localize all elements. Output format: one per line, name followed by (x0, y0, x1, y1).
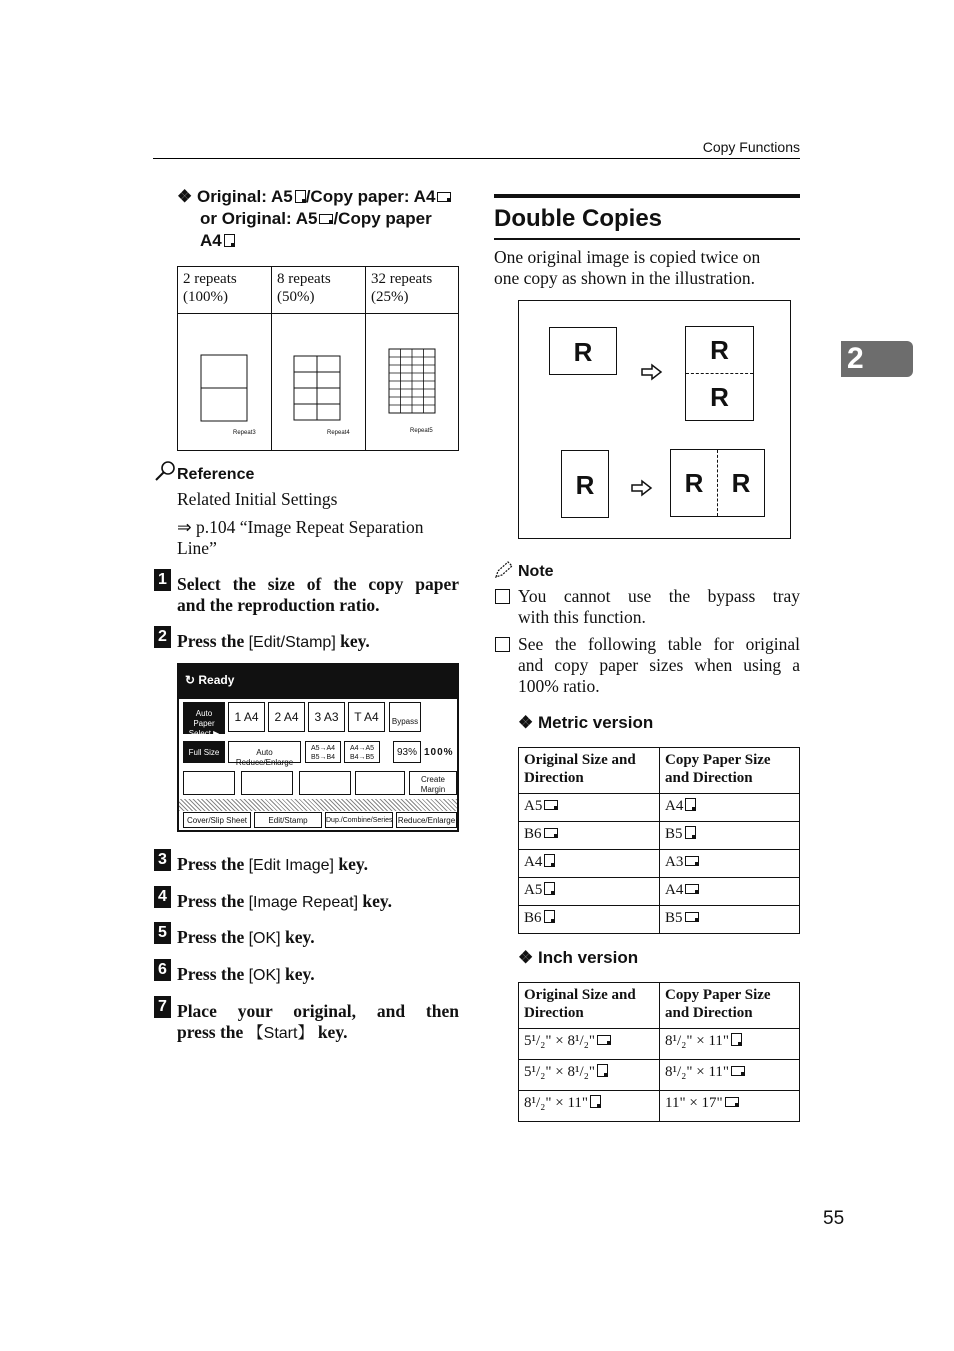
step-text: Press the [OK] key. (177, 964, 315, 984)
table-row: A5 A4 (519, 794, 800, 822)
tray-2-button[interactable]: 2 A4 (268, 702, 305, 732)
tab-cover-slip-sheet[interactable]: Cover/Slip Sheet (183, 812, 251, 828)
step-text: Place your original, and then press the 【Start】 key. (177, 1001, 459, 1042)
bypass-button[interactable]: Bypass (389, 702, 421, 732)
tab-dup-combine-series[interactable]: Dup./Combine/Series (325, 812, 393, 828)
key-label: [Image Repeat] (248, 894, 359, 911)
checkbox-icon (495, 637, 510, 652)
reference-title: Reference (177, 466, 255, 483)
header-rule (153, 158, 800, 159)
inch-title: ❖ Inch version (518, 948, 639, 967)
key-label: [Edit/Stamp] (248, 634, 336, 651)
portrait-orientation-icon (731, 1033, 742, 1046)
original-copy-subheading: ❖ Original: A5 /Copy paper: A4 or Original: A5 /Copy paper A4 (177, 186, 467, 252)
key-label: [OK] (248, 930, 281, 947)
portrait-orientation-icon (224, 234, 235, 247)
step-text: Press the [Edit Image] key. (177, 854, 369, 874)
portrait-orientation-icon (295, 190, 306, 203)
portrait-orientation-icon (590, 1095, 601, 1108)
step-number: 2 (154, 626, 171, 648)
pattern-separator (179, 799, 457, 811)
landscape-orientation-icon (544, 828, 558, 838)
column-header: Copy Paper Size and Direction (660, 748, 800, 794)
arrow-right-icon (641, 363, 663, 381)
step-text: Press the [OK] key. (177, 927, 315, 947)
intro-text: One original image is copied twice on one copy as shown in the illustration. (494, 247, 761, 288)
column-header: Original Size and Direction (519, 983, 660, 1029)
ratio-display: 100% (424, 747, 454, 758)
repeat-illustration-2: Repeat3 (178, 314, 272, 451)
step-text: Select the size of the copy paper and the reproduction ratio. (177, 574, 459, 615)
landscape-orientation-icon (319, 214, 333, 224)
step-number: 7 (154, 996, 171, 1018)
double-copies-illustration (518, 300, 791, 539)
checkbox-icon (495, 589, 510, 604)
column-header: Original Size and Direction (519, 748, 660, 794)
note-title: Note (518, 563, 554, 580)
duplex-mode-button[interactable] (241, 771, 293, 795)
copier-display-panel (177, 663, 459, 832)
portrait-orientation-icon (544, 882, 555, 895)
table-row: A4 A3 (519, 850, 800, 878)
tray-3-button[interactable]: 3 A3 (308, 702, 345, 732)
section-title: Double Copies (494, 194, 800, 240)
ratio-button[interactable]: 93% (393, 741, 421, 763)
full-size-button[interactable]: Full Size (183, 741, 225, 763)
chapter-tab: 2 (841, 341, 913, 377)
original-landscape: R (561, 450, 609, 518)
tray-t-button[interactable]: T A4 (348, 702, 385, 732)
portrait-orientation-icon (685, 826, 696, 839)
two-repeat-diagram (178, 314, 271, 450)
original-portrait: R (549, 327, 617, 375)
key-label: [Edit Image] (248, 857, 334, 874)
landscape-orientation-icon (544, 800, 558, 810)
portrait-orientation-icon (597, 1064, 608, 1077)
note-item: See the following table for original and copy paper sizes when using a 100% ratio. (518, 634, 800, 696)
combine-mode-button[interactable] (299, 771, 351, 795)
repeat-header-32: 32 repeats (25%) (366, 267, 459, 314)
table-row: 5¹/₂" × 8¹/₂" 8¹/₂" × 11" (519, 1029, 800, 1060)
create-margin-button[interactable]: Create Margin (409, 771, 457, 795)
eight-repeat-diagram (272, 314, 365, 450)
repeat-illustration-8: Repeat4 (272, 314, 366, 451)
landscape-orientation-icon (437, 192, 451, 202)
arrow-right-icon (631, 479, 653, 497)
tab-edit-stamp[interactable]: Edit/Stamp (254, 812, 322, 828)
landscape-orientation-icon (731, 1066, 745, 1076)
copy-landscape-double: R R (670, 449, 765, 517)
step-number: 4 (154, 886, 171, 908)
repeat-header-2: 2 repeats (100%) (178, 267, 272, 314)
portrait-orientation-icon (685, 798, 696, 811)
step-number: 5 (154, 922, 171, 944)
refresh-icon: ↻ (185, 673, 199, 687)
magnifier-icon (154, 460, 176, 482)
step-number: 1 (154, 569, 171, 591)
tab-reduce-enlarge[interactable]: Reduce/Enlarge (396, 812, 457, 828)
pencil-icon (494, 561, 514, 579)
ratio-preset-button[interactable]: A5→A4 B5→B4 (305, 741, 341, 763)
step-text: Press the [Image Repeat] key. (177, 891, 393, 911)
step-number: 3 (154, 849, 171, 871)
reference-link[interactable]: ⇒ p.104 “Image Repeat Separation Line” (177, 517, 424, 558)
repeat-illustration-32: Repeat5 (366, 314, 459, 451)
table-row: A5 A4 (519, 878, 800, 906)
key-label: [OK] (248, 967, 281, 984)
repeat-table (177, 266, 459, 451)
table-row: B6 B5 (519, 906, 800, 934)
note-item: You cannot use the bypass tray with this function. (518, 586, 800, 627)
running-header: Copy Functions (702, 139, 800, 155)
metric-title: ❖ Metric version (518, 713, 654, 732)
reference-text: Related Initial Settings (177, 489, 338, 509)
step-number: 6 (154, 959, 171, 981)
column-header: Copy Paper Size and Direction (660, 983, 800, 1029)
tray-1-button[interactable]: 1 A4 (228, 702, 265, 732)
status-bar: ↻ Ready (179, 665, 457, 699)
series-mode-button[interactable] (355, 771, 405, 795)
copy-portrait-double: R R (685, 326, 754, 421)
auto-paper-select-button[interactable]: Auto Paper Select ▶ (183, 702, 225, 734)
inch-table (518, 982, 800, 1122)
landscape-orientation-icon (685, 884, 699, 894)
duplex-mode-button[interactable] (183, 771, 235, 795)
metric-table (518, 747, 800, 934)
step-text: Press the [Edit/Stamp] key. (177, 631, 370, 651)
portrait-orientation-icon (544, 854, 555, 867)
table-row: 5¹/₂" × 8¹/₂" 8¹/₂" × 11" (519, 1060, 800, 1091)
landscape-orientation-icon (597, 1035, 611, 1045)
key-label: 【Start】 (247, 1025, 314, 1042)
auto-reduce-enlarge-button[interactable]: Auto Reduce/Enlarge (228, 741, 301, 763)
portrait-orientation-icon (544, 910, 555, 923)
landscape-orientation-icon (685, 912, 699, 922)
table-row: 8¹/₂" × 11" 11" × 17" (519, 1091, 800, 1122)
landscape-orientation-icon (685, 856, 699, 866)
page-number: 55 (823, 1208, 845, 1229)
landscape-orientation-icon (725, 1097, 739, 1107)
repeat-header-8: 8 repeats (50%) (272, 267, 366, 314)
table-row: B6 B5 (519, 822, 800, 850)
ratio-preset-button[interactable]: A4→A5 B4→B5 (344, 741, 380, 763)
